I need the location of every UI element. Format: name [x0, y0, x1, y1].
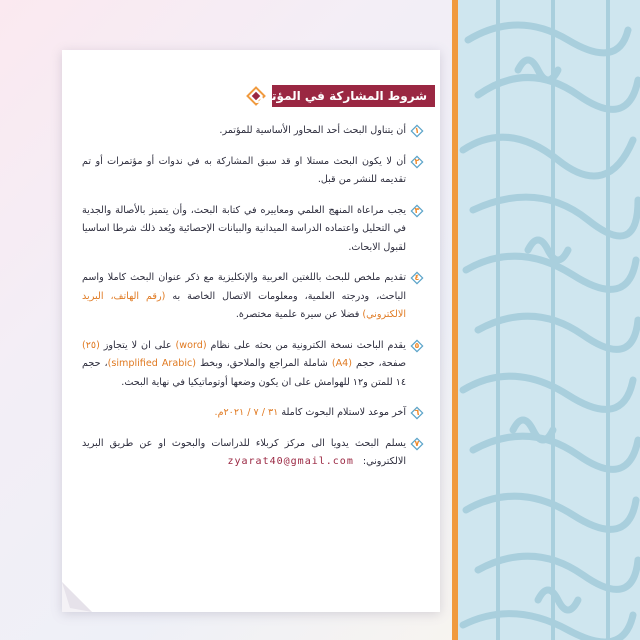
item-text: يجب مراعاة المنهج العلمي ومعاييره في كتابة البحث، وأن يتميز بالأصالة والجدية في التحليل واعتماده الدراسة الميدانية والبيانات الإحصائية ويُعد ذلك شرطا اساسيا لقبول الابحاث.: [82, 204, 406, 253]
highlight-text: (word): [175, 339, 207, 351]
item-text: آخر موعد لاستلام البحوث كاملة: [281, 407, 406, 418]
number-badge-icon: ٥: [410, 339, 424, 353]
item-text: تقديم ملخص للبحث باللغتين العربية والإنكليزية مع ذكر عنوان البحث كاملا واسم الباحث، ودرجته العلمية، ومعلومات الاتصال الخاصة به: [82, 272, 407, 302]
conditions-list: [82, 122, 424, 484]
section-header: [256, 85, 435, 107]
list-item: [82, 404, 424, 423]
list-item: [82, 269, 424, 325]
highlight-text: (رقم الهاتف، البريد الالكتروني): [82, 290, 406, 320]
item-text: على ان لا يتجاوز: [103, 339, 172, 351]
page-title: شروط المشاركة في المؤتمر: [256, 89, 427, 103]
number-badge-icon: ٤: [410, 271, 424, 285]
page-fold-icon: [62, 582, 92, 612]
list-item: [82, 122, 424, 141]
calligraphy-panel: [458, 0, 640, 640]
highlight-text: (simplified Arabic): [107, 358, 197, 369]
item-text: يقدم الباحث نسخة الكترونية من بحثه على نظام: [210, 339, 406, 351]
number-badge-icon: ١: [410, 124, 424, 138]
number-badge-icon: ٣: [410, 204, 424, 218]
highlight-text: (٢٥): [82, 339, 100, 351]
item-text: صفحة، حجم: [356, 358, 406, 369]
number-badge-icon: ٦: [410, 406, 424, 420]
list-item: [82, 202, 424, 258]
number-badge-icon: ٢: [410, 155, 424, 169]
list-item: [82, 435, 424, 472]
highlight-text: (A4): [331, 358, 352, 369]
item-text: يسلم البحث يدويا الى مركز كربلاء للدراسات والبحوث او عن طريق البريد الالكتروني:: [82, 437, 406, 467]
deadline-date: ٣١ / ٧ / ٢٠٢١م.: [214, 407, 279, 418]
list-item: [82, 337, 424, 393]
number-badge-icon: ٧: [410, 437, 424, 451]
item-text: أن لا يكون البحث مستلا او قد سبق المشاركة به في ندوات أو مؤتمرات أو تم تقديمه للنشر من قبل.: [82, 155, 406, 185]
email-link[interactable]: zyarat40@gmail.com: [227, 456, 354, 467]
item-text: أن يتناول البحث أحد المحاور الأساسية للمؤتمر.: [219, 125, 406, 136]
item-text: شاملة المراجع والملاحق، وبخط: [200, 358, 328, 369]
calligraphy-pattern-icon: [458, 0, 640, 640]
item-text: ، حجم ١٤ للمتن و١٢ للهوامش على ان يكون وضعها أوتوماتيكيا في نهاية البحث.: [82, 358, 406, 388]
item-text: فضلا عن سيرة علمية مختصرة.: [235, 309, 360, 320]
list-item: [82, 153, 424, 190]
